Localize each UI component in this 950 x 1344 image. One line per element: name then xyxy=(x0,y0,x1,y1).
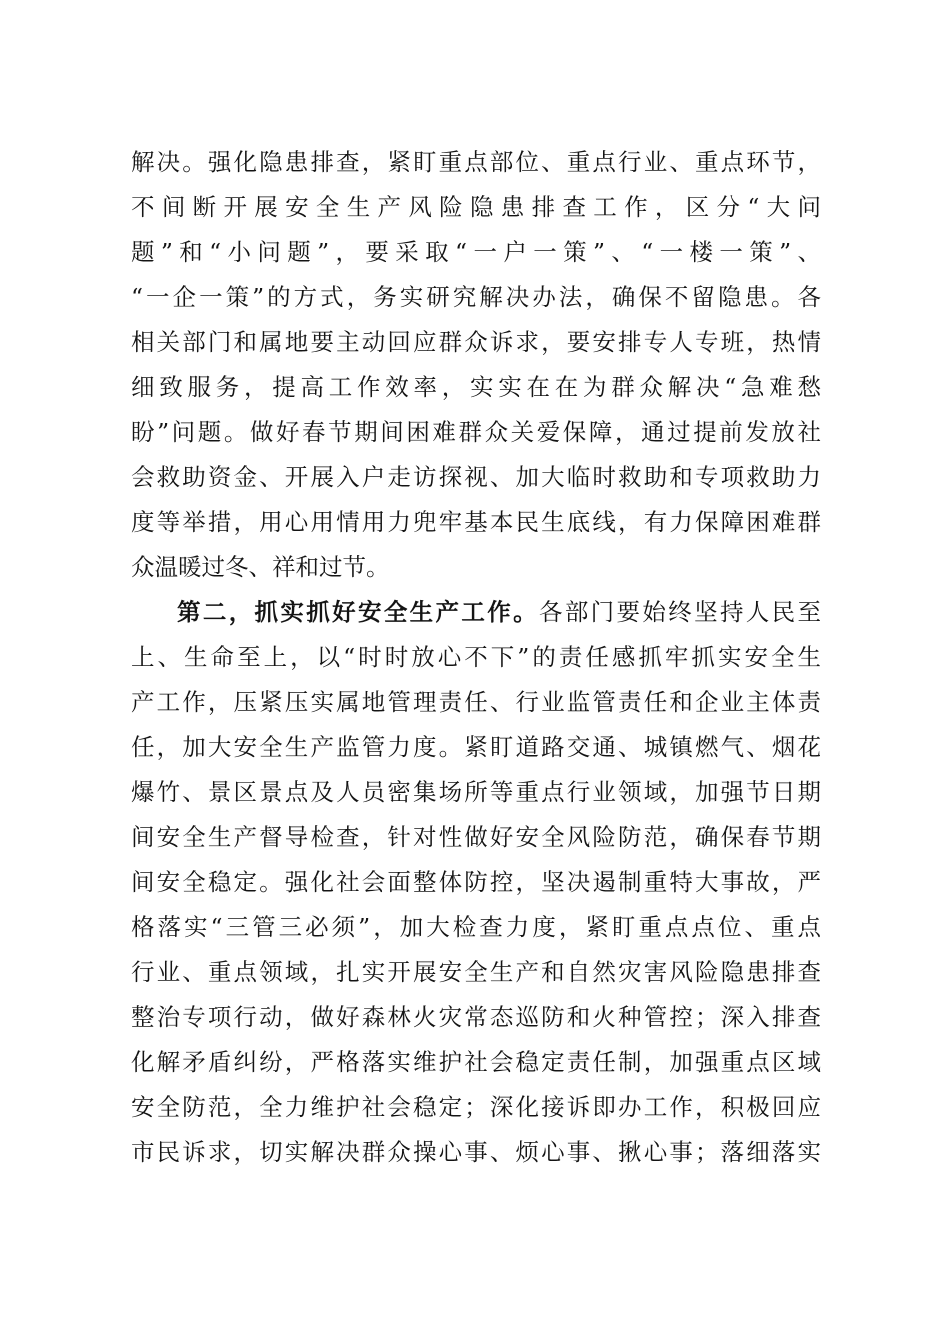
text-line: 上、生命至上，以“时时放心不下”的责任感抓牢抓实安全生 xyxy=(131,643,821,671)
text-line: “一企一策”的方式，务实研究解决办法，确保不留隐患。各 xyxy=(131,283,821,311)
text-line: 解决。强化隐患排查，紧盯重点部位、重点行业、重点环节， xyxy=(131,148,821,176)
text-line: 不间断开展安全生产风险隐患排查工作，区分“大问 xyxy=(131,193,821,221)
text-line: 间安全生产督导检查，针对性做好安全风险防范，确保春节期 xyxy=(131,823,821,851)
text-line: 市民诉求，切实解决群众操心事、烦心事、揪心事；落细落实 xyxy=(131,1138,821,1166)
text-line: 题”和“小问题”，要采取“一户一策”、“一楼一策”、 xyxy=(131,238,821,266)
text-line: 行业、重点领域，扎实开展安全生产和自然灾害风险隐患排查 xyxy=(131,958,821,986)
text-line: 会救助资金、开展入户走访探视、加大临时救助和专项救助力 xyxy=(131,463,821,491)
text-line: 爆竹、景区景点及人员密集场所等重点行业领域，加强节日期 xyxy=(131,778,821,806)
text-line: 任，加大安全生产监管力度。紧盯道路交通、城镇燃气、烟花 xyxy=(131,733,821,761)
text-line: 细致服务，提高工作效率，实实在在为群众解决“急难愁 xyxy=(131,373,821,401)
text-line: 盼”问题。做好春节期间困难群众关爱保障，通过提前发放社 xyxy=(131,418,821,446)
section-heading: 第二，抓实抓好安全生产工作。 xyxy=(177,598,539,626)
text-line: 化解矛盾纠纷，严格落实维护社会稳定责任制，加强重点区域 xyxy=(131,1048,821,1076)
paragraph-2-first-line xyxy=(177,592,821,632)
text-span: 各部门要始终坚持人民至 xyxy=(538,598,821,626)
text-line: 产工作，压紧压实属地管理责任、行业监管责任和企业主体责 xyxy=(131,688,821,716)
text-line: 众温暖过冬、祥和过节。 xyxy=(131,553,390,581)
text-line: 相关部门和属地要主动回应群众诉求，要安排专人专班，热情 xyxy=(131,328,821,356)
text-line: 整治专项行动，做好森林火灾常态巡防和火种管控；深入排查 xyxy=(131,1003,821,1031)
text-line: 格落实“三管三必须”，加大检查力度，紧盯重点点位、重点 xyxy=(131,913,821,941)
text-line: 度等举措，用心用情用力兜牢基本民生底线，有力保障困难群 xyxy=(131,508,821,536)
text-line: 间安全稳定。强化社会面整体防控，坚决遏制重特大事故，严 xyxy=(131,868,821,896)
text-line: 安全防范，全力维护社会稳定；深化接诉即办工作，积极回应 xyxy=(131,1093,821,1121)
